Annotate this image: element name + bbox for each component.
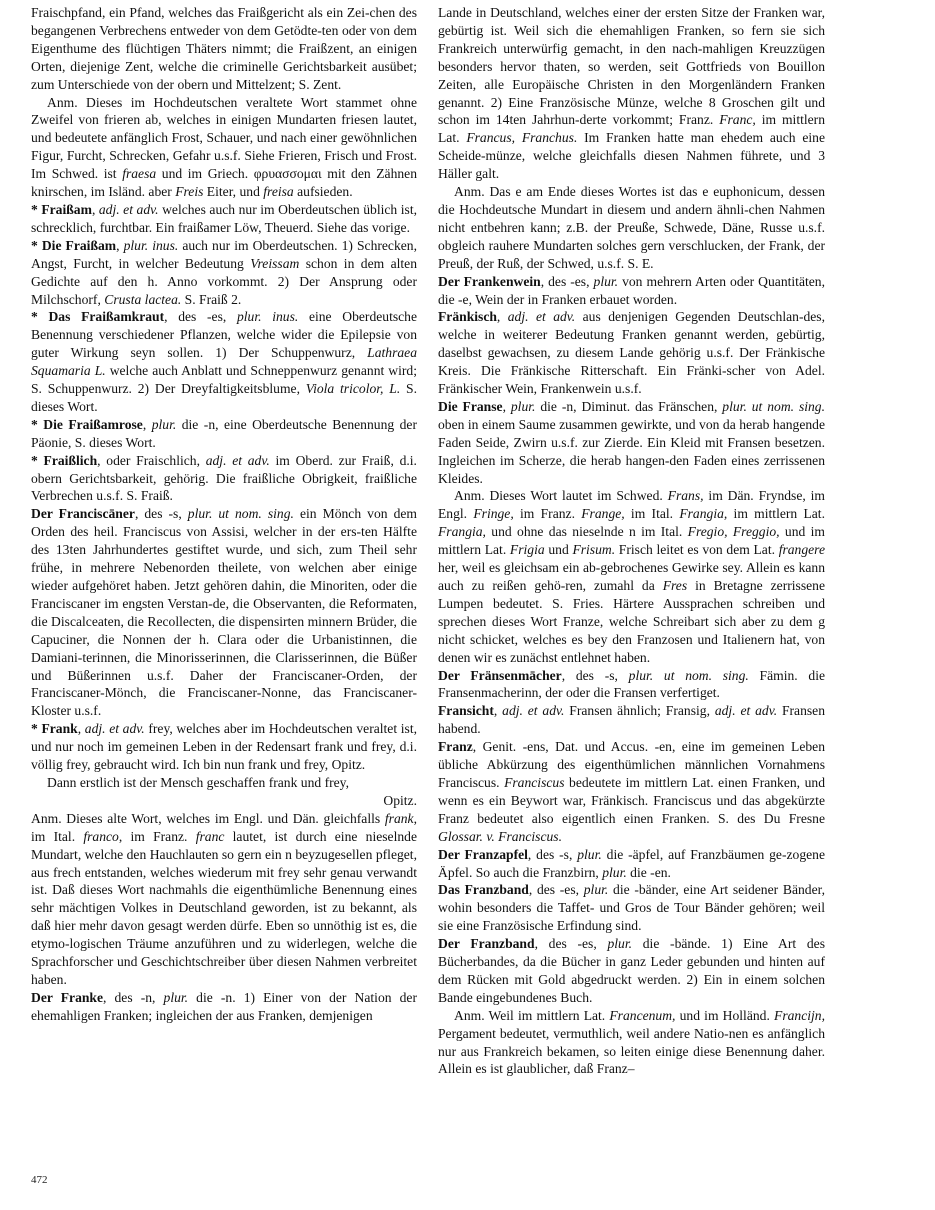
italic-text: Viola tricolor, L. [305,381,401,397]
italic-text: frank [384,810,414,826]
entry-text: Fransen ähnlich; Fransig, [564,703,715,719]
entry-headword: Das Franzband [438,882,529,898]
entry-text: aus denjenigen Gegenden Deutschlan-des, welche in weiterer Bedeutung Franken genannt werden, gebürtig, daselbst gewachsen, zu diesem Lande gehörig u.s.f. Der Fränkische Kreis. Die Fränkische Ritterschaft. Ein Fränki-scher von Adel. Fränkischer Wein, Frankenwein u.s.f. [438,309,825,397]
entry-text: , [116,237,124,253]
entry-text: und im mittlern Lat. [438,524,825,558]
verse-line [31,774,417,792]
entry-text: die -n. 1) Einer von der Nation der ehemahligen Franken; ingleichen der aus Franken, demjenigen [31,989,417,1023]
entry-text: S. Fraiß 2. [181,291,242,307]
entry-text: die -bände. 1) Eine Art des Bücherbandes, da die Bücher in ganz Leder gebunden und hinten auf dem Rücken mit Gold abgedruckt werden. 2) Ein in einem solchen Bande eingebundenes Buch. [438,936,826,1005]
entry-text: , [496,309,508,325]
entry-text: , im Ital. [31,810,417,844]
entry-text: im mittlern Lat. [438,112,826,146]
verse-source [31,792,417,810]
italic-text: plur. [151,416,177,432]
dictionary-entry [31,201,417,237]
italic-text: Vreissam [250,255,300,271]
entry-text: und im Griech. φρυασσομαι mit den Zähnen knirschen, im Isländ. aber [31,166,418,200]
dictionary-entry [31,810,417,989]
entry-text: eine Oberdeutsche Benennung verschiedener Pflanzen, welche wider die Epilepsie von guter Wirkung seyn sollen. 1) Der Schuppenwurz, [31,309,418,361]
entry-text: Fransen habend. [438,703,826,737]
entry-text: Eiter, und [203,184,264,200]
dictionary-entry [438,4,825,183]
entry-text: Fämin. die Fransenmacherinn, der oder die Fransen verfertiget. [438,667,826,701]
dictionary-entry [31,4,417,94]
entry-text: im Franz. [513,506,582,522]
italic-text: adj. et adv. [98,201,159,217]
entry-headword: Der Franke [31,989,104,1005]
entry-headword: Der Franzapfel [438,846,528,862]
italic-text: Frangia, [438,524,486,540]
italic-text: plur. [607,936,633,952]
italic-text: Frisum. [572,542,616,558]
italic-text: Fringe, [473,506,514,522]
italic-text: Glossar. v. Franciscus. [438,828,562,844]
entry-text: die -n, Diminut. das Fränschen, [535,398,723,414]
entry-text: Lande in Deutschland, welches einer der ersten Sitze der Franken war, gebürtig ist. Weil sich die ehemahligen Franken, so fern sie sich Frankreich unterwürfig gemacht, in den nach-mahligen Kreuzzügen besonders hervor thaten, so werden, seit Gottfrieds von Bouillon Zeiten, alle Europäische Christen in den Morgenländern Franken genannt. 2) Eine Französische Münze, welche 8 Groschen gilt und schon im 14ten Jahrhun-derte vorkommt; Franz. [438,5,825,128]
entry-text: bedeutete im mittlern Lat. einen Franken, und wenn es ein Beywort war, Fränkisch. Franciscus und das abgekürzte Franz bedeutet also eigentlich einen Franken. S. des Du Fresne [438,774,825,826]
dictionary-entry [438,702,825,738]
entry-text: im Dän. Fryndse, im Engl. [438,488,825,522]
entry-text: die -bänder, eine Art seidener Bänder, wohin besonders die Taffet- und Gros de Tour Bänder gehören; weil sie eine Französische Erfindung sind. [438,882,825,934]
entry-text: , des -es, [534,936,608,952]
italic-text: plur. ut nom. sing. [187,506,294,522]
italic-text: Francijn, [774,1007,826,1023]
dictionary-entry [438,846,825,882]
italic-text: Frangia, [679,506,728,522]
italic-text: plur. [510,398,536,414]
italic-text: Fres [662,578,688,593]
entry-text: Frisch leitet es von dem Lat. [615,542,779,558]
entry-text: ein Mönch von dem Orden des heil. Franciscus von Assisi, welcher in der ers-ten Hälfte des 13ten Jahrhundertes gestiftet wurde, und sich, zum Theil sehr frühe, in mehrere Nebenorden theilete, von welchen aber einige wieder aufgehöret haben. Jetzt gehören dahin, die Minoriten, oder die Franciscaner im engsten Verstan-de, die Observanten, die Reformaten, die Discalceaten, die Recollecten, die dispensirten minnern Brüder, die Capuciner, die Nonnen der h. Clara oder die Urbanistinnen, die Damiani-terinnen, die Minorisserinnen, die Clarisserinnen, die Büßer und Büßerinnen u.s.f. Daher der Franciscaner-Orden, der Franciscaner-Mönch, die Franciscaner-Nonne, das Franciscaner-Kloster u.s.f. [31,506,417,719]
italic-text: adj. et adv. [507,309,576,325]
entry-text: Opitz. [383,792,417,808]
dictionary-entry [438,183,825,273]
italic-text: plur. [577,846,602,862]
entry-headword: * Fraißlich [31,452,98,468]
entry-headword: Fränkisch [438,309,497,325]
dictionary-entry [438,398,825,488]
entry-text: auch nur im Oberdeutschen. 1) Schrecken, Angst, Furcht, in welcher Bedeutung [31,237,417,271]
entry-text: , [493,703,503,719]
entry-text: , Genit. -ens, Dat. und Accus. -en, eine im gemeinen Leben übliche Abkürzung des eigenthümlichen männlichen Vornahmens Franciscus. [438,739,825,790]
dictionary-entry [438,308,825,398]
dictionary-entry [438,487,825,666]
entry-text: , des -s, [134,506,188,522]
italic-text: plur. ut nom. sing. [628,667,749,683]
dictionary-entry [438,1007,825,1079]
entry-text: und ohne das nieselnde n im Ital. [485,524,688,540]
entry-text: die -n, eine Oberdeutsche Benennung der Päonie, S. dieses Wort. [31,416,417,450]
italic-text: Frange, [581,506,625,522]
entry-text: in Bretagne zerrissene Lumpen bedeutet. S. Fries. Härtere Aussprachen schreiben und sprechen dieses Wort Franze, welche Schreibart sich aber zu dem g nicht schicket, welches es bey den Franzosen und Italienern hat, von denen wir es zunächst entlehnet haben. [438,578,825,665]
italic-text: adj. et adv. [714,703,778,719]
italic-text: fraesa [122,166,157,182]
italic-text: Francenum, [609,1007,676,1023]
entry-headword: Der Franzband [438,936,535,952]
entry-text: Fraischpfand, ein Pfand, welches das Fraißgericht als ein Zei-chen des begangenen Verbrechens entweder von dem Getödte-ten oder von dem Eigenthume des flüchtigen Thäters nimmt; die Fraißzent, an einigen Orten, diejenige Zent, welche die criminelle Gerichtsbarkeit ausübet; zum Unterschiede von der obern und Mittelzent; S. Zent. [31,5,417,92]
entry-text: , [142,416,152,432]
entry-text: , [502,398,511,414]
dictionary-entry [31,94,417,201]
entry-text: Anm. Dieses im Hochdeutschen veraltete Wort stammet ohne Zweifel von frieren ab, welches in einigen Mundarten friesen lautet, und bedeutete anfänglich Frost, Schauer, und nach einer gewöhnlichen Figur, Furcht, Schrecken, Gefahr u.s.f. Siehe Frieren, Frisch und Frost. Im Schwed. ist [31,94,417,182]
entry-text: , des -s, [527,846,578,862]
entry-headword: Der Franciscāner [31,506,135,522]
entry-text: im Oberd. zur Fraiß, d.i. obern Gerichtsbarkeit, gehörig. Die fraißliche Obrigkeit, fraißliche Verbrechen u.s.f. S. Fraiß. [31,452,417,504]
entry-text: von mehrern Arten oder Quantitäten, die -e, Wein der in Franken erbauet worden. [438,273,825,307]
italic-text: Frigia [509,542,545,558]
left-column [31,4,417,1025]
entry-text: Anm. Dieses Wort lautet im Schwed. [454,488,668,504]
italic-text: plur. [163,989,189,1005]
entry-text: die -en. [626,864,671,880]
italic-text: Lathraea Squamaria L. [31,345,417,379]
italic-text: Franc, [719,112,756,128]
entry-text: Anm. Dieses alte Wort, welches im Engl. und Dän. gleichfalls [31,810,385,826]
dictionary-entry [31,989,417,1025]
italic-text: plur. inus. [236,309,299,325]
italic-text: Franciscus [504,774,565,790]
entry-headword: Fransicht [438,703,494,719]
entry-text: und [544,542,573,558]
entry-headword: Der Frankenwein [438,273,541,289]
entry-text: S. dieses Wort. [31,381,417,414]
dictionary-entry [438,667,825,703]
italic-text: franco [83,828,119,844]
italic-text: plur. ut nom. sing. [722,398,826,414]
entry-text: Anm. Weil im mittlern Lat. [454,1007,610,1023]
entry-headword: * Die Fraißam [31,237,117,253]
italic-text: freisa [263,184,294,200]
entry-text: frey, welches aber im Hochdeutschen veraltet ist, und nur noch im gemeinen Leben in der Redensart frank und frey, d.i. völlig frey, gebraucht wird. Ich bin nun frank und frey, Opitz. [31,721,418,773]
entry-text: , im Franz. [118,828,196,844]
entry-text: , des -es, [540,273,594,289]
entry-headword: * Fraißam [31,201,92,217]
entry-text: Im Franken hatte man ehedem auch eine Scheide-münze, welche gleichfalls diesen Nahmen führete, und 3 Häller galt. [438,130,826,182]
italic-text: plur. [593,273,619,289]
entry-headword: * Frank [31,721,78,737]
italic-text: franc [195,828,225,844]
page-number: 472 [31,1174,48,1186]
italic-text: adj. et adv. [84,721,145,737]
dictionary-entry [31,308,417,415]
entry-text: Pergament bedeutet, vermuthlich, weil andere Natio-nen es anfänglich nur aus Frankreich bekamen, so leiten einige diese Benennung daher. Allein es ist glaublicher, daß Franz– [438,1025,825,1077]
italic-text: Fregio, Freggio, [687,524,780,540]
dictionary-entry [31,416,417,452]
dictionary-entry [31,505,417,720]
dictionary-entry [31,720,417,774]
italic-text: plur. [583,882,609,898]
entry-text: , oder Fraischlich, [97,452,206,468]
italic-text: frangere [778,542,825,558]
italic-text: adj. et adv. [502,703,565,719]
entry-text: , des -s, [561,667,629,683]
entry-text: aufsieden. [293,184,353,200]
entry-headword: Der Fränsenmācher [438,667,562,683]
entry-text: lautet, ist durch eine nieselnde Mundart, welche den Hauchlauten so gern ein n beyzugesellen pfleget, aus frech entstanden, welches wiederum mit frey sehr genau verwandt ist. Daß dieses Wort nachmahls die eigenthümliche Benennung eines sehr mächtigen Volkes in Deutschland geworden, ist zu bekannt, als daß hier mehr davon gesagt werden dürfe. Eben so unnöthig ist es, die etymo-logischen Träume anzuführen und zu widerlegen, welche die Sprachforscher und Geschichtschreiber über diesen Nahmen verbreitet haben. [31,828,417,987]
italic-text: Frans, [667,488,704,504]
dictionary-entry [31,237,417,309]
entry-text: oben in einem Saume zusammen gewirkte, und von da herab hangende Faden Seide, Zwirn u.s.f. zur Zierde. Ein Kleid mit Fransen besetzen. Ingleichen im Scherze, die herab hangen-den Faden eines zerrissenen Kleides. [438,416,825,486]
entry-text: , des -n, [103,989,164,1005]
entry-text: her, weil es gleichsam ein ab-gebrochenes Gewirke sey. Allein es kann auch zu reißen gehö-ren, zumahl da [438,560,825,593]
dictionary-entry [438,935,825,1007]
entry-text: , des -es, [528,882,584,898]
entry-text: schon in dem alten Gedichte auf den h. Anno vorkommt. 2) Der Ansprung oder Milchschorf, [31,255,417,307]
entry-text: und im Holländ. [675,1007,775,1023]
entry-text: im mittlern Lat. [727,506,825,522]
dictionary-entry [438,738,825,845]
dictionary-entry [31,452,417,506]
entry-text: welche auch Anblatt und Schneppenwurz genannt wird; S. Schuppenwurz. 2) Der Dreyfaltigkeitsblume, [31,363,417,397]
entry-text: , [77,721,85,737]
right-column [438,4,825,1078]
entry-headword: * Das Fraißamkraut [31,309,165,325]
dictionary-entry [438,881,825,935]
italic-text: Francus, Franchus. [466,130,578,146]
entry-text: Anm. Das e am Ende dieses Wortes ist das e euphonicum, dessen die Hochdeutsche Mundart in diesem und andern ähnli-chen Nahmen nicht entbehren kann; z.B. der Preuße, Schwede, Däne, Russe u.s.f. obgleich rauhere Mundarten solches gern verschlucken, der Frank, der Preuß, der Ruß, der Schwed, u.s.f. S. E. [438,184,825,271]
italic-text: adj. et adv. [205,452,270,468]
italic-text: Freis [175,184,204,200]
entry-headword: Franz [438,739,473,755]
entry-text: Dann erstlich ist der Mensch geschaffen frank und frey, [47,774,349,790]
entry-text: im Ital. [624,506,680,522]
italic-text: plur. [602,864,627,880]
entry-text: welches auch nur im Oberdeutschen üblich ist, schrecklich, furchtbar. Ein fraißamer Löw, Theuerd. Siehe das vorige. [31,201,417,235]
italic-text: plur. inus. [123,237,179,253]
entry-headword: * Die Fraißamrose [31,416,143,432]
italic-text: Crusta lactea. [104,291,182,307]
entry-headword: Die Franse [438,398,503,414]
entry-text: die -äpfel, auf Franzbäumen ge-zogene Äpfel. So auch die Franzbirn, [438,846,825,880]
dictionary-entry [438,273,825,309]
entry-text: , des -es, [164,309,237,325]
entry-text: , [91,201,99,217]
